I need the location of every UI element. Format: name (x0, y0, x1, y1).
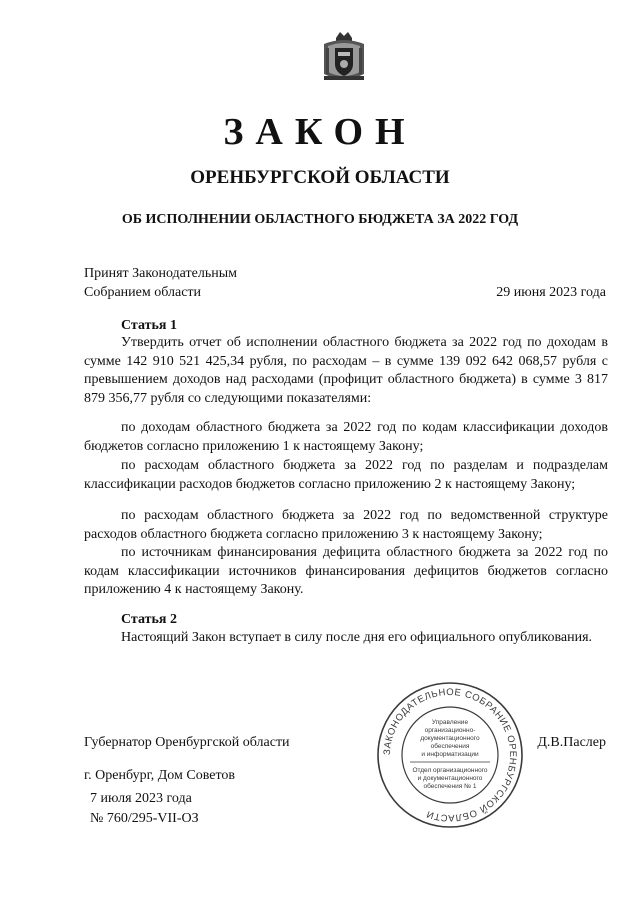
stamp-line: организационно- (424, 727, 476, 734)
signatory-position: Губернатор Оренбургской области (84, 735, 290, 750)
article-2-paragraph: Настоящий Закон вступает в силу после дня его официального опубликования. (121, 630, 593, 645)
stamp-line: обеспечения № 1 (423, 783, 477, 790)
adoption-line-1: Принят Законодательным (84, 266, 237, 281)
stamp-line: и информатизации (421, 751, 479, 758)
signatory-name: Д.В.Паслер (537, 735, 606, 750)
article-1-paragraph-2: по доходам областного бюджета за 2022 год по кодам классификации доходов бюджетов согласно приложению 1 к настоящему Закону; (84, 420, 608, 454)
adoption-date: 29 июня 2023 года (496, 285, 606, 300)
signing-place: г. Оренбург, Дом Советов (84, 768, 235, 783)
stamp-outer-text: ЗАКОНОДАТЕЛЬНОЕ СОБРАНИЕ ОРЕНБУРГСКОЙ ОБЛАСТИ (381, 686, 519, 824)
official-stamp (375, 680, 525, 830)
stamp-line: Отдел организационного (412, 767, 488, 774)
article-1-paragraph-3: по расходам областного бюджета за 2022 год по разделам и подразделам классификации расходов бюджетов согласно приложению 2 к настоящему Закону; (84, 458, 608, 492)
law-subject: ОБ ИСПОЛНЕНИИ ОБЛАСТНОГО БЮДЖЕТА ЗА 2022 ГОД (121, 212, 519, 227)
adoption-line-2: Собранием области (84, 285, 202, 300)
article-2-heading: Статья 2 (121, 612, 177, 627)
law-number: № 760/295-VII-ОЗ (90, 811, 199, 826)
signing-date: 7 июля 2023 года (90, 791, 192, 806)
adoption-block (84, 264, 237, 302)
article-1-paragraph-5: по источникам финансирования дефицита областного бюджета за 2022 год по кодам классификации источников финансирования дефицитов бюджетов согласно приложению 4 к настоящему Закону. (84, 545, 608, 598)
article-1-paragraph-1: Утвердить отчет об исполнении областного бюджета за 2022 год по доходам в сумме 142 910 521 425,34 рубля, по расходам – в сумме 139 092 642 068,57 рубля с превышением доходов над расходами (профицит областного бюджета) в сумме 3 817 879 356,77 рубля со следующими показателями: (84, 335, 608, 407)
stamp-line: документационного (420, 735, 480, 742)
region-title: ОРЕНБУРГСКОЙ ОБЛАСТИ (190, 167, 450, 188)
article-1-heading: Статья 1 (121, 318, 177, 333)
coat-of-arms-icon (318, 30, 370, 86)
stamp-line: обеспечения (430, 743, 470, 750)
article-1-paragraph-4: по расходам областного бюджета за 2022 год по ведомственной структуре расходов областного бюджета согласно приложению 3 к настоящему Закону; (84, 508, 608, 542)
stamp-line: и документационного (417, 775, 483, 782)
document-title: ЗАКОН (223, 111, 417, 153)
stamp-line: Управление (431, 719, 469, 726)
